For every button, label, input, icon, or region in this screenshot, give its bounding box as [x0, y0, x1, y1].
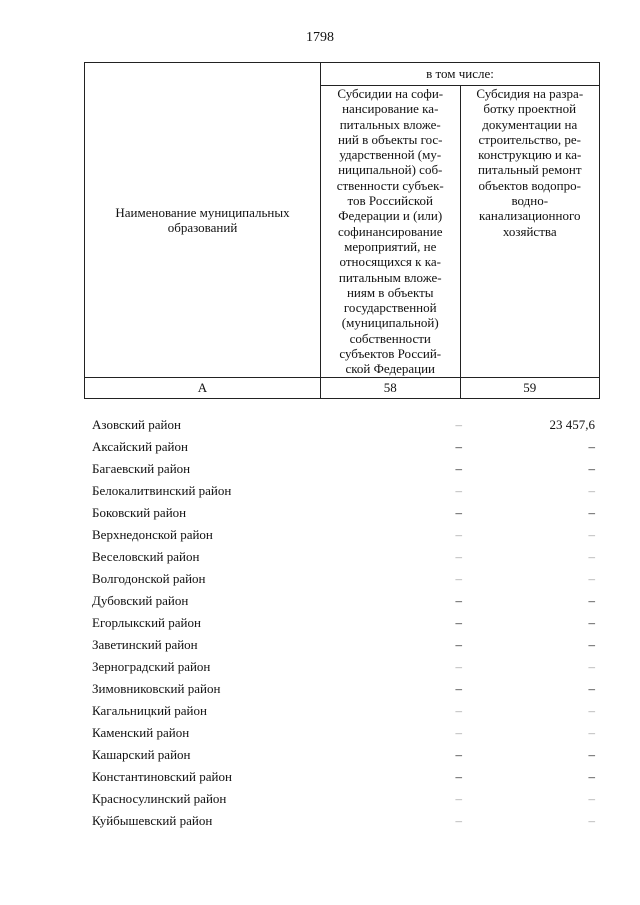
- index-58-cell: 58: [321, 377, 461, 398]
- column-59-value: –: [588, 483, 595, 498]
- page-number: 1798: [306, 30, 334, 45]
- table-row: [84, 722, 600, 744]
- name-column-header: Наименование муниципальных образований: [85, 63, 321, 378]
- table-row: [84, 634, 600, 656]
- column-58-header: Субсидии на софи- нансирование ка- питальных вложе- ний в объекты гос- ударственной (му- ниципальной) соб- ственности субъек- тов Российской Федерации и (или) софинансирование мероприятий, не относящихся к ка- питальным вложе- ниям в объекты государственной (муниципальной) собственности субъектов Россий- ской Федерации: [321, 86, 461, 378]
- column-59-value: –: [588, 593, 595, 608]
- municipality-name: Кагальницкий район: [92, 703, 207, 718]
- municipality-name: Заветинский район: [92, 637, 198, 652]
- column-58-value: –: [455, 527, 462, 542]
- column-58-value: –: [455, 505, 462, 520]
- column-58-value: –: [455, 747, 462, 762]
- table-row: [84, 678, 600, 700]
- column-59-header: Субсидия на разра- ботку проектной документации на строительство, ре- конструкцию и ка- питальный ремонт объектов водопро- водно- канализационного хозяйства: [460, 86, 600, 378]
- index-name-cell: А: [85, 377, 321, 398]
- municipality-name: Красносулинский район: [92, 791, 227, 806]
- column-58-value: –: [455, 417, 462, 432]
- table-row: [84, 436, 600, 458]
- table-row: [84, 766, 600, 788]
- column-59-value: –: [588, 637, 595, 652]
- including-header: в том числе:: [321, 63, 600, 86]
- column-59-value: –: [588, 747, 595, 762]
- column-59-value: –: [588, 615, 595, 630]
- table-row: [84, 414, 600, 436]
- municipality-name: Волгодонской район: [92, 571, 206, 586]
- column-59-value: –: [588, 725, 595, 740]
- municipality-name: Егорлыкский район: [92, 615, 201, 630]
- column-58-value: –: [455, 703, 462, 718]
- column-59-value: –: [588, 813, 595, 828]
- table-row: [84, 568, 600, 590]
- municipality-name: Зерноградский район: [92, 659, 211, 674]
- column-58-value: –: [455, 615, 462, 630]
- table-row: [84, 810, 600, 832]
- column-59-value: –: [588, 527, 595, 542]
- table-row: [84, 480, 600, 502]
- column-58-value: –: [455, 593, 462, 608]
- column-58-value: –: [455, 813, 462, 828]
- municipality-name: Дубовский район: [92, 593, 189, 608]
- municipality-name: Азовский район: [92, 417, 181, 432]
- column-58-value: –: [455, 461, 462, 476]
- column-58-value: –: [455, 439, 462, 454]
- municipality-name: Боковский район: [92, 505, 187, 520]
- municipality-name: Кашарский район: [92, 747, 191, 762]
- column-58-value: –: [455, 659, 462, 674]
- table-row: [84, 612, 600, 634]
- table-row: [84, 788, 600, 810]
- column-59-value: –: [588, 439, 595, 454]
- column-59-value: –: [588, 571, 595, 586]
- column-59-value: –: [588, 791, 595, 806]
- column-58-value: –: [455, 571, 462, 586]
- column-58-value: –: [455, 483, 462, 498]
- column-59-value: –: [588, 549, 595, 564]
- column-59-value: 23 457,6: [549, 417, 595, 432]
- column-59-value: –: [588, 769, 595, 784]
- column-59-value: –: [588, 703, 595, 718]
- table-row: [84, 744, 600, 766]
- column-58-value: –: [455, 637, 462, 652]
- municipality-name: Каменский район: [92, 725, 190, 740]
- table-row: [84, 656, 600, 678]
- municipality-name: Веселовский район: [92, 549, 200, 564]
- municipality-name: Багаевский район: [92, 461, 191, 476]
- column-59-value: –: [588, 461, 595, 476]
- table-row: [84, 590, 600, 612]
- table-row: [84, 700, 600, 722]
- municipality-name: Зимовниковский район: [92, 681, 221, 696]
- column-59-value: –: [588, 659, 595, 674]
- municipality-name: Аксайский район: [92, 439, 188, 454]
- column-59-value: –: [588, 505, 595, 520]
- column-59-value: –: [588, 681, 595, 696]
- column-58-value: –: [455, 791, 462, 806]
- index-59-cell: 59: [460, 377, 600, 398]
- table-row: [84, 502, 600, 524]
- table-body: [84, 414, 600, 832]
- municipality-name: Куйбышевский район: [92, 813, 213, 828]
- table-row: [84, 524, 600, 546]
- column-58-value: –: [455, 769, 462, 784]
- municipality-name: Белокалитвинский район: [92, 483, 232, 498]
- column-58-value: –: [455, 549, 462, 564]
- table-row: [84, 546, 600, 568]
- municipality-name: Константиновский район: [92, 769, 232, 784]
- table-header: [84, 62, 600, 399]
- column-58-value: –: [455, 681, 462, 696]
- municipality-name: Верхнедонской район: [92, 527, 213, 542]
- column-58-value: –: [455, 725, 462, 740]
- table-row: [84, 458, 600, 480]
